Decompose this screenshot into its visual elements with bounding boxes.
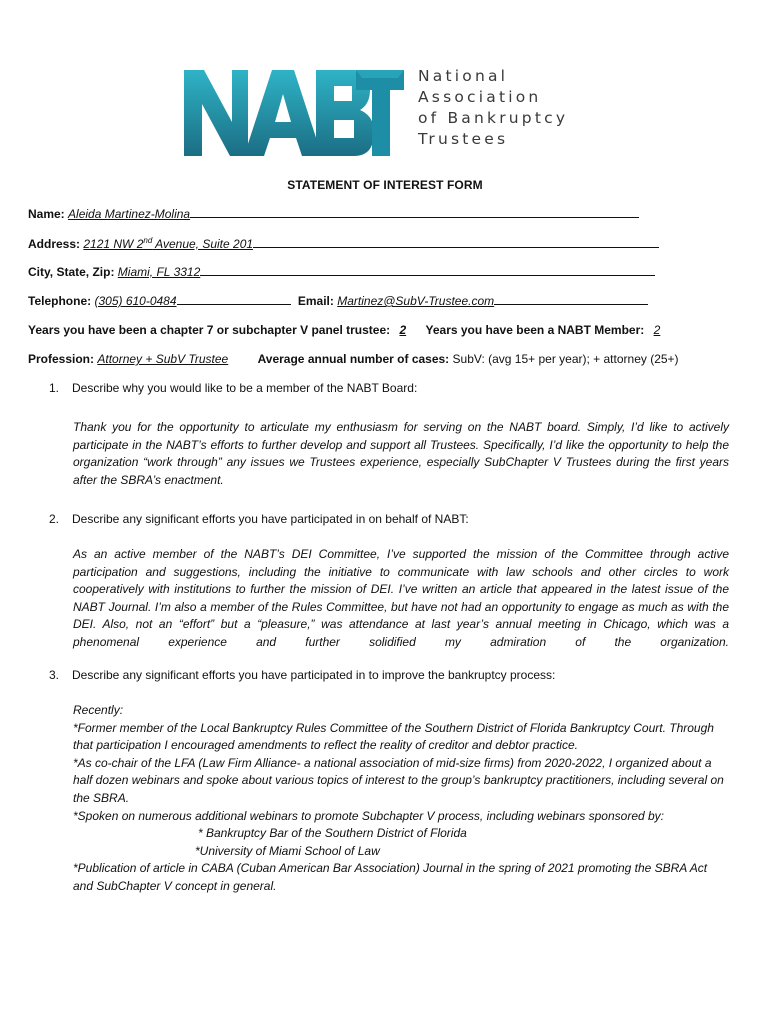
contact-row — [28, 294, 648, 308]
years-row — [28, 323, 660, 337]
email-value: Martinez@SubV-Trustee.com — [337, 294, 495, 308]
org-name-line-2: Association — [418, 88, 542, 106]
answer-1 — [73, 419, 729, 489]
answer-3 — [73, 702, 729, 896]
cases-label: Average annual number of cases: — [257, 352, 450, 366]
answer-3-line: *Publication of article in CABA (Cuban American Bar Association) Journal in the spring of 2021 promoting the SBRA Act and SubChapter V concept in general. — [73, 861, 708, 893]
question-2 — [49, 512, 469, 526]
nabt-logo-mark — [184, 66, 404, 158]
city-row — [28, 265, 655, 279]
telephone-value: (305) 610-0484 — [94, 294, 177, 308]
question-1 — [49, 381, 417, 395]
question-3 — [49, 668, 555, 682]
question-2-number: 2. — [49, 512, 60, 526]
answer-2 — [73, 546, 729, 652]
answer-1-text: Thank you for the opportunity to articulate my enthusiasm for serving on the NABT board. Simply, I’d like to actively participate in the NABT’s efforts to further develop and support all Trustees. Specifically, I’d like the opportunity to help the organization “work through” any issues we Trustees experience, especially SubChapter V Trustees during the first years after the SBRA’s enactment. — [73, 420, 729, 487]
form-title: STATEMENT OF INTEREST FORM — [287, 178, 483, 192]
answer-2-text: As an active member of the NABT’s DEI Committee, I’ve supported the mission of the Committee through active participation and suggestions, including the initiative to communicate with law schools and other circles to work cooperatively with institutions to further the mission of DEI. I’ve written an article that appeared in the latest issue of the NABT Journal. I’m also a member of the Rules Committee, but have not had an opportunity to engage as much as with the DEI. Also, not an “effort” but a “pleasure,” was attendance at last year’s annual meeting in Chicago, which was a phenomenal experience and further solidified my admiration of the organization. — [73, 547, 729, 649]
years-panel-value: 2 — [399, 323, 407, 337]
address-fill-line — [253, 237, 659, 248]
address-row — [28, 236, 659, 251]
question-3-number: 3. — [49, 668, 60, 682]
name-label: Name: — [28, 207, 65, 221]
years-panel-label: Years you have been a chapter 7 or subchapter V panel trustee: — [28, 323, 391, 337]
cases-value: SubV: (avg 15+ per year); + attorney (25+) — [452, 352, 679, 366]
city-fill-line — [200, 265, 655, 276]
question-3-text: Describe any significant efforts you have participated in to improve the bankruptcy process: — [72, 668, 556, 682]
address-value: 2121 NW 2nd Avenue, Suite 201 — [83, 236, 254, 251]
telephone-fill-line — [177, 294, 291, 305]
answer-3-line: Recently: — [73, 703, 124, 717]
answer-3-subitem: * Bankruptcy Bar of the Southern District of Florida — [198, 826, 467, 841]
answer-3-line: *Spoken on numerous additional webinars to promote Subchapter V process, including webinars sponsored by: — [73, 808, 665, 823]
question-1-text: Describe why you would like to be a member of the NABT Board: — [72, 381, 418, 395]
name-fill-line — [190, 207, 639, 218]
org-name — [418, 66, 608, 150]
address-label: Address: — [28, 237, 81, 251]
profession-value: Attorney + SubV Trustee — [97, 352, 229, 366]
city-label: City, State, Zip: — [28, 265, 115, 279]
city-value: Miami, FL 3312 — [117, 265, 201, 279]
name-value: Aleida Martinez-Molina — [68, 207, 191, 221]
nabt-logo — [184, 66, 604, 158]
telephone-label: Telephone: — [28, 294, 92, 308]
years-member-label: Years you have been a NABT Member: — [425, 323, 645, 337]
profession-row — [28, 352, 679, 366]
org-name-line-3: of Bankruptcy — [418, 109, 569, 127]
name-row — [28, 207, 639, 221]
email-fill-line — [494, 294, 648, 305]
question-2-text: Describe any significant efforts you have participated in on behalf of NABT: — [72, 512, 469, 526]
answer-3-line: *Former member of the Local Bankruptcy Rules Committee of the Southern District of Florida Bankruptcy Court. Through that participation I encouraged amendments to reflect the reality of creditor and debtor practice. — [73, 720, 714, 753]
years-member-value: 2 — [653, 323, 661, 337]
answer-3-subitem: *University of Miami School of Law — [195, 843, 380, 858]
org-name-line-1: National — [418, 67, 509, 85]
email-label: Email: — [297, 294, 334, 308]
profession-label: Profession: — [28, 352, 95, 366]
org-name-line-4: Trustees — [418, 130, 509, 148]
answer-3-line: *As co-chair of the LFA (Law Firm Alliance- a national association of mid-size firms) from 2020-2022, I organized about a half dozen webinars and spoke about various topics of interest to the group’s bankruptcy practitioners, including several on the SBRA. — [73, 755, 724, 805]
question-1-number: 1. — [49, 381, 60, 395]
